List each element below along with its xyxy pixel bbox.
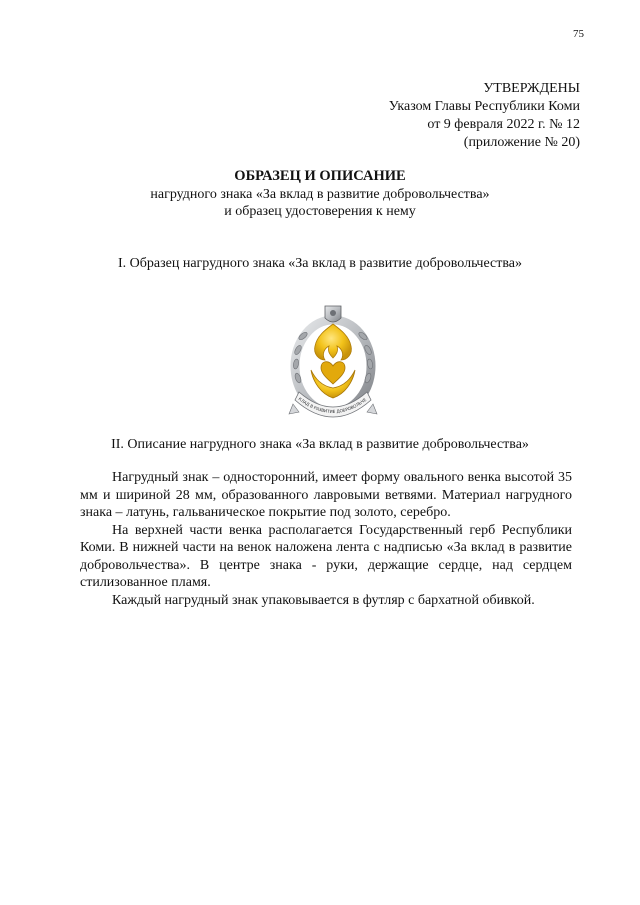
approval-stamp [389, 80, 580, 152]
approval-line: от 9 февраля 2022 г. № 12 [427, 117, 580, 132]
approval-line: (приложение № 20) [463, 135, 580, 150]
approval-line: УТВЕРЖДЕНЫ [483, 81, 580, 96]
badge-image [285, 300, 381, 426]
description-text [80, 469, 572, 609]
page-number: 75 [573, 28, 584, 40]
main-title: ОБРАЗЕЦ И ОПИСАНИЕ [234, 168, 406, 184]
document-title [60, 168, 580, 220]
ribbon-text: КЛАД В РАЗВИТИЕ ДОБРОВОЛЬЧЕ [297, 396, 368, 415]
subtitle-line: нагрудного знака «За вклад в развитие добровольчества» [150, 187, 490, 202]
flame-icon [315, 324, 352, 360]
paragraph: Нагрудный знак – односторонний, имеет форму овального венка высотой 35 мм и шириной 28 мм, образованного лавровыми ветвями. Материал нагрудного знака – латунь, гальваническое покрытие под золото, серебро. [80, 470, 572, 520]
paragraph: На верхней части венка располагается Государственный герб Республики Коми. В нижней части на венок наложена лента с надписью «За вклад в развитие добровольчества». В центре знака - руки, держащие сердце, над сердцем стилизованное пламя. [80, 522, 572, 590]
paragraph: Каждый нагрудный знак упаковывается в футляр с бархатной обивкой. [112, 592, 535, 608]
section-heading-description: II. Описание нагрудного знака «За вклад в развитие добровольчества» [111, 437, 529, 452]
coat-of-arms-emblem [325, 306, 341, 322]
subtitle-line: и образец удостоверения к нему [224, 204, 416, 219]
section-heading-sample: I. Образец нагрудного знака «За вклад в развитие добровольчества» [118, 256, 522, 271]
approval-line: Указом Главы Республики Коми [388, 99, 580, 114]
hands-holding-heart-icon [311, 362, 355, 398]
